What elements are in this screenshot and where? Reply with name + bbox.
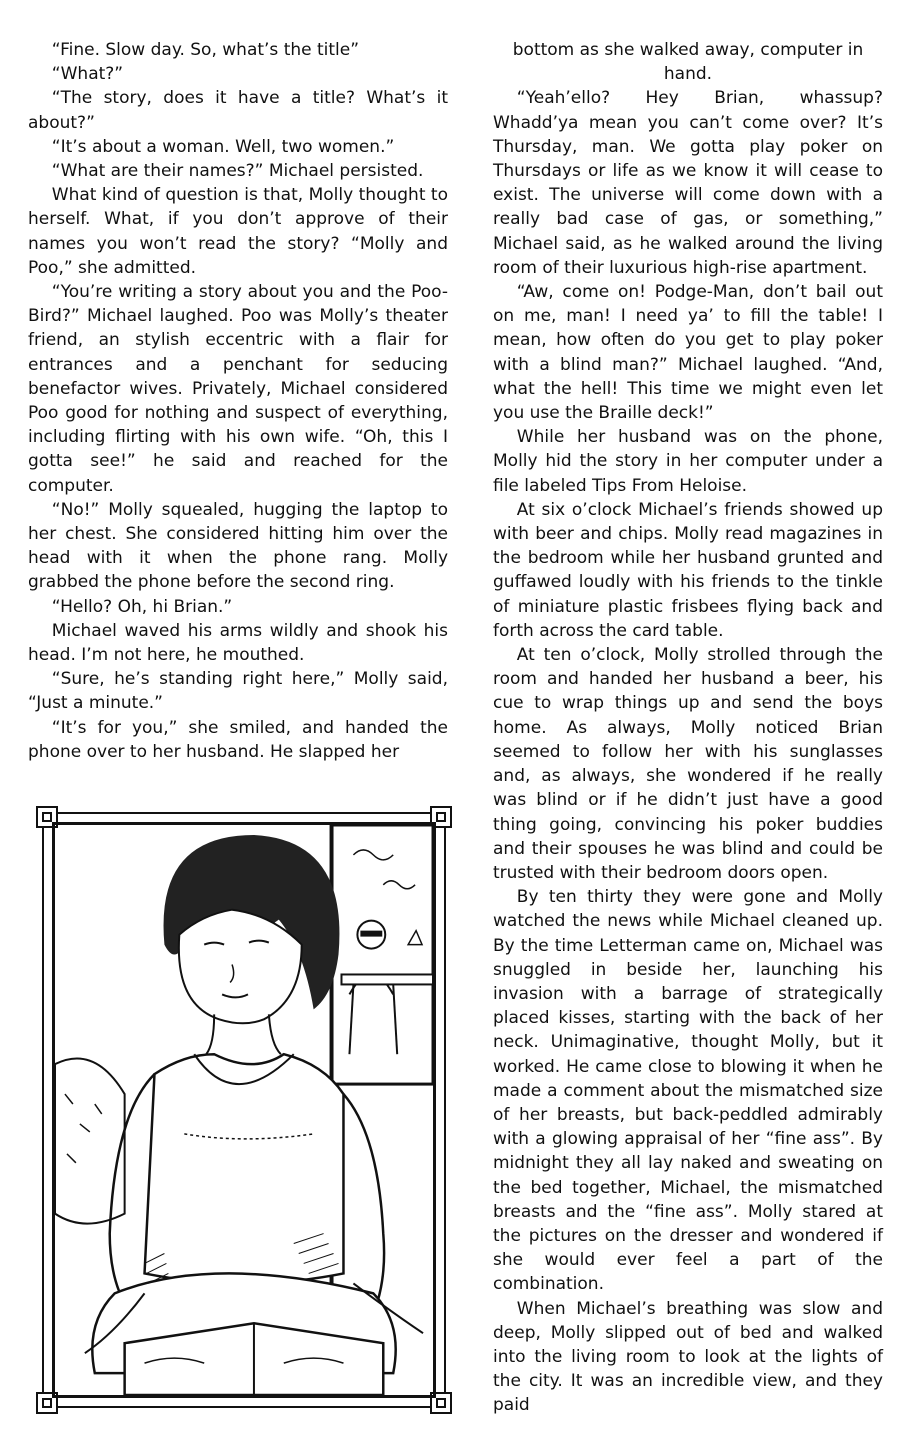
paragraph: At ten o’clock, Molly strolled through the room and handed her husband a beer, his cue to wrap things up and send the boys home. As always, Molly noticed Brian seemed to follow her with his sunglasses and, as always, she wondered if he really was blind or if he didn’t just have a good thing going, convincing his poker buddies and their spouses he was blind and could be trusted with their bedroom doors open. [493,645,883,883]
paragraph: “Yeah’ello? Hey Brian, whassup? Whadd’ya mean you can’t come over? It’s Thursday, man. We gotta play poker on Thursdays or life as we know it will cease to exist. The universe will come down with a really bad case of gas, or something,” Michael said, as he walked around the living room of their luxurious high-rise apartment. [493,88,883,278]
paragraph: “Sure, he’s standing right here,” Molly said, “Just a minute.” [28,669,448,714]
paragraph: What kind of question is that, Molly thought to herself. What, if you don’t approve of their names you won’t read the story? “Molly and Poo,” she admitted. [28,185,448,278]
paragraph: “The story, does it have a title? What’s it about?” [28,88,448,133]
woman-reading-drawing [55,825,433,1395]
paragraph: “Aw, come on! Podge-Man, don’t bail out on me, man! I need ya’ to fill the table! I mean, how often do you get to play poker with a blind man?” Michael laughed. “And, what the hell! This time we might even let you use the Braille deck!” [493,282,883,424]
right-text-column [493,38,883,1418]
left-text-column [28,38,448,764]
paragraph: “Fine. Slow day. So, what’s the title” [51,40,360,60]
paragraph: “Hello? Oh, hi Brian.” [51,596,233,617]
paragraph: “It’s for you,” she smiled, and handed the phone over to her husband. He slapped her [28,717,448,762]
framed-illustration [42,812,446,1408]
paragraph: “No!” Molly squealed, hugging the laptop to her chest. She considered hitting him over the head with it when the phone rang. Molly grabbed the phone before the second ring. [28,499,448,593]
paragraph: “It’s about a woman. Well, two women.” [51,136,395,157]
paragraph: By ten thirty they were gone and Molly watched the news while Michael cleaned up. By the time Letterman came on, Michael was snuggled in beside her, launching his invasion with a barrage of strategically placed kisses, starting with the back of her neck. Unimaginative, thought Molly, but it worked. He came close to blowing it when he made a comment about the mismatched size of her breasts, but back-peddled admirably with a glowing appraisal of her “fine ass”. By midnight they all lay naked and sweating on the bed together, Michael, the mismatched breasts and the “fine ass”. Molly stared at the pictures on the dresser and wondered if she would ever feel a part of the combination. [493,887,883,1295]
illustration-panel [52,822,436,1398]
paragraph: Michael waved his arms wildly and shook his head. I’m not here, he mouthed. [28,620,448,666]
paragraph: “What?” [51,64,124,85]
paragraph: “You’re writing a story about you and the Poo-Bird?” Michael laughed. Poo was Molly’s theater friend, an stylish eccentric with a flair for entrances and a penchant for seducing benefactor wives. Privately, Michael considered Poo good for nothing and suspect of everything, including flirting with his own wife. “Oh, this I gotta see!” he said and reached for the computer. [28,282,448,496]
paragraph: While her husband was on the phone, Molly hid the story in her computer under a file labeled Tips From Heloise. [493,427,883,496]
paragraph: bottom as she walked away, computer in hand. [512,40,864,85]
paragraph: At six o’clock Michael’s friends showed up with beer and chips. Molly read magazines in the bedroom while her husband grunted and guffawed loudly with his friends to the tinkle of miniature plastic frisbees flying back and forth across the card table. [493,499,883,641]
paragraph: “What are their names?” Michael persisted. [51,161,424,182]
paragraph: When Michael’s breathing was slow and deep, Molly slipped out of bed and walked into the living room to look at the lights of the city. It was an incredible view, and they paid [493,1298,883,1416]
